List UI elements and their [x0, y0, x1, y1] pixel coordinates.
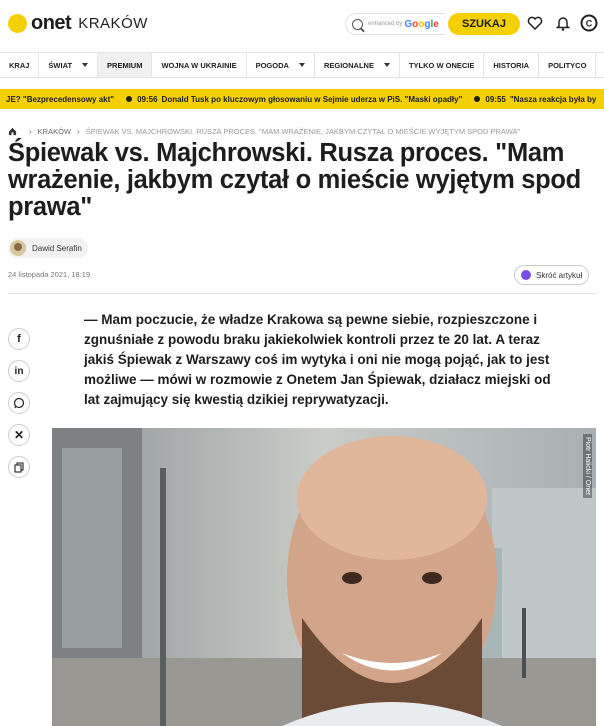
nav-item-swiat[interactable]	[39, 53, 98, 77]
article-photo[interactable]	[52, 428, 596, 726]
article-lead: — Mam poczucie, że władze Krakowa są pewne siebie, rozpieszczone i zgnuśniałe z powodu braku jakiekolwiek kontroli przez te 20 lat. A teraz jakiś Śpiewak z Warszawy coś im wytyka i oni nie mogą pojąć, jak to jest możliwe — mówi w rozmowie z Onetem Jan Śpiewak, działacz miejski od lat zajmujący się kwestią dzikiej reprywatyzacji.	[84, 312, 551, 407]
divider	[8, 293, 596, 294]
article-title: Śpiewak vs. Majchrowski. Rusza proces. "Mam wrażenie, jakbym czytał o mieście wyjętym spod prawa"	[8, 139, 581, 221]
nav-item-pogoda[interactable]	[247, 53, 315, 77]
portrait-illustration	[52, 428, 596, 726]
search-placeholder: enhanced by	[368, 21, 403, 27]
ticker-item[interactable]	[6, 95, 114, 104]
main-nav	[0, 52, 604, 78]
nav-label: HISTORIA	[493, 60, 530, 70]
search-button[interactable]: SZUKAJ	[448, 13, 520, 35]
nav-more[interactable]	[596, 53, 604, 77]
facebook-icon[interactable]: f	[8, 328, 30, 350]
breadcrumb	[8, 127, 520, 136]
x-icon[interactable]: ✕	[8, 424, 30, 446]
ticker-text: "Nasza reakcja była by	[509, 94, 597, 104]
nav-label: ŚWIAT	[48, 60, 73, 70]
heart-icon[interactable]	[526, 14, 544, 32]
publish-date: 24 listopada 2021, 18:19	[8, 270, 91, 279]
google-brand: Google	[404, 18, 439, 30]
nav-label: POGODA	[255, 60, 289, 70]
chevron-down-icon	[384, 63, 390, 67]
ticker-dot-icon	[126, 96, 132, 102]
nav-label: PREMIUM	[107, 60, 143, 70]
site-header	[0, 0, 604, 46]
breadcrumb-section[interactable]: KRAKÓW	[37, 127, 72, 136]
author-name: Dawid Serafin	[32, 243, 82, 253]
nav-label: POLITYCO	[548, 60, 587, 70]
nav-label: WOJNA W UKRAINIE	[161, 60, 237, 70]
svg-text:C: C	[585, 18, 593, 29]
nav-item-regionalne[interactable]	[315, 53, 400, 77]
bell-icon[interactable]	[554, 14, 572, 32]
nav-item-kraj[interactable]	[0, 53, 39, 77]
author-chip[interactable]	[8, 238, 88, 258]
premium-badge-icon[interactable]	[580, 14, 598, 32]
ticker-dot-icon	[474, 96, 480, 102]
nav-item-wojna-w-ukrainie[interactable]	[152, 53, 246, 77]
ticker-text: Donald Tusk po kluczowym głosowaniu w Sejmie uderza w PiS. "Maski opadły"	[161, 94, 463, 104]
ticker-item[interactable]	[474, 95, 596, 104]
nav-item-historia[interactable]	[484, 53, 539, 77]
shorten-label: Skróć artykuł	[536, 270, 583, 280]
ticker-time: 09:55	[485, 94, 506, 104]
nav-item-polityco[interactable]	[539, 53, 596, 77]
shorten-article-button[interactable]	[514, 265, 589, 285]
avatar	[10, 240, 26, 256]
nav-item-premium[interactable]	[98, 53, 152, 77]
chevron-down-icon	[299, 63, 305, 67]
home-icon[interactable]	[8, 127, 17, 136]
onet-logo[interactable]	[8, 12, 148, 35]
linkedin-icon[interactable]: in	[8, 360, 30, 382]
copy-icon[interactable]	[8, 456, 30, 478]
search-icon	[352, 19, 363, 30]
chevron-right-icon: ›	[29, 127, 32, 136]
nav-label: KRAJ	[9, 60, 30, 70]
nav-label: TYLKO W ONECIE	[408, 60, 475, 70]
ticker-item[interactable]	[126, 95, 462, 104]
section-name[interactable]: KRAKÓW	[78, 15, 148, 32]
share-bar	[8, 328, 30, 488]
breadcrumb-current: ŚPIEWAK VS. MAJCHROWSKI. RUSZA PROCES. "MAM WRAŻENIE, JAKBYM CZYTAŁ O MIEŚCIE WYJĘTYM SPOD PRAWA"	[85, 127, 521, 136]
ai-sparkle-icon	[521, 270, 531, 280]
logo-text: onet	[31, 12, 72, 34]
photo-credit: Piotr Halicki / Onet	[583, 434, 592, 498]
whatsapp-icon[interactable]	[8, 392, 30, 414]
nav-label: REGIONALNE	[323, 60, 374, 70]
ticker-time: 09:56	[137, 94, 158, 104]
nav-item-tylko-w-onecie[interactable]	[400, 53, 484, 77]
chevron-down-icon	[82, 63, 88, 67]
logo-dot-icon	[8, 14, 27, 33]
ticker-text: JE? "Bezprecedensowy akt"	[6, 94, 115, 104]
chevron-right-icon: ›	[77, 127, 80, 136]
search-input[interactable]	[345, 13, 445, 35]
news-ticker	[0, 89, 604, 109]
